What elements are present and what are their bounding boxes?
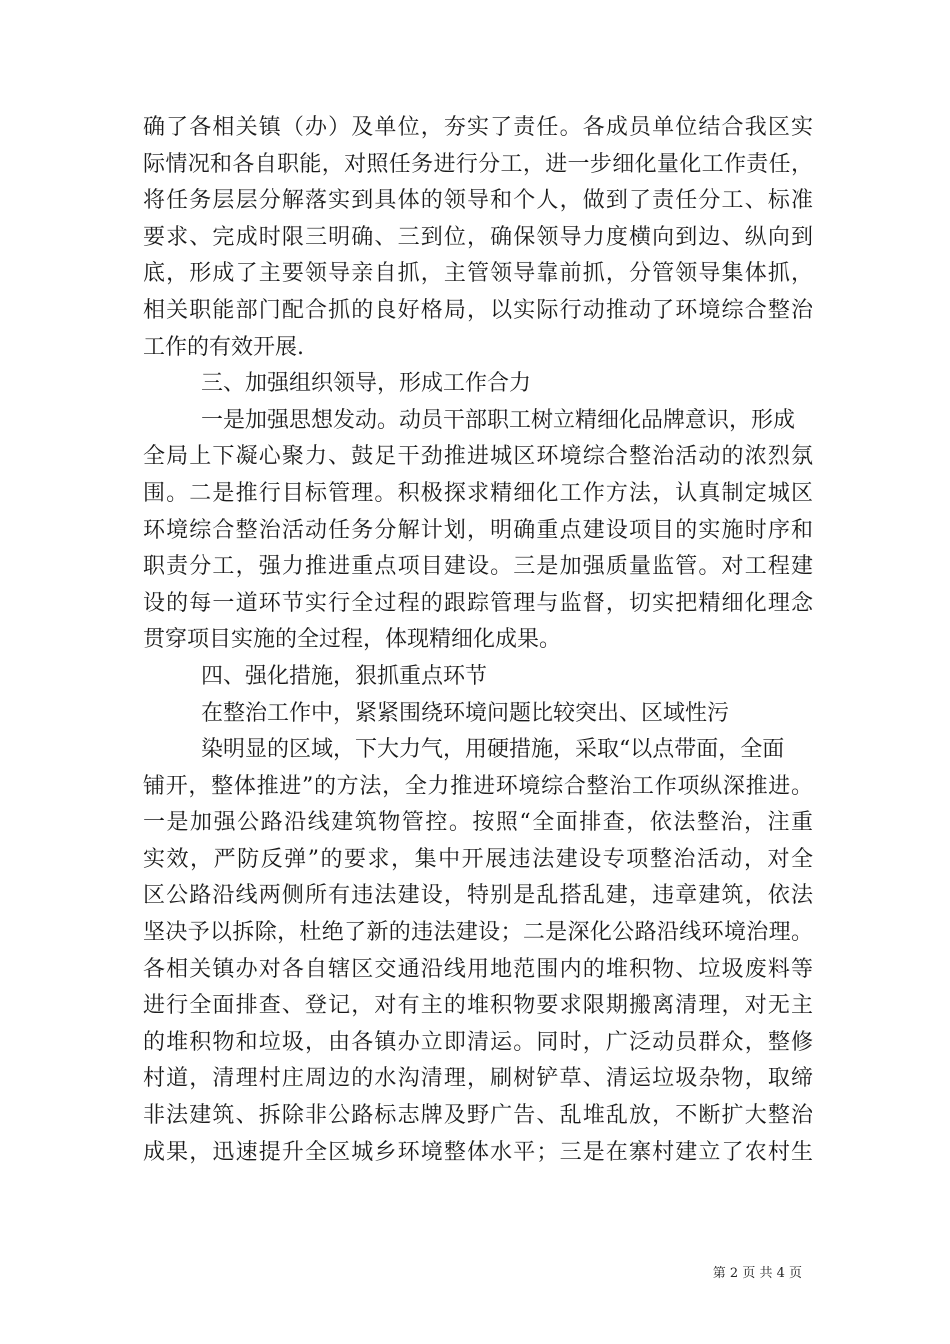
text-line: 一是加强公路沿线建筑物管控。按照“全面排查，依法整治，注重 [143, 810, 813, 836]
text-line: 职责分工，强力推进重点项目建设。三是加强质量监管。对工程建 [143, 554, 813, 580]
text-line: 铺开，整体推进”的方法，全力推进环境综合整治工作项纵深推进。 [143, 773, 813, 799]
text-line: 际情况和各自职能，对照任务进行分工，进一步细化量化工作责任， [143, 151, 813, 177]
text-line: 底，形成了主要领导亲自抓，主管领导靠前抓，分管领导集体抓， [143, 261, 813, 287]
text-line: 要求、完成时限三明确、三到位，确保领导力度横向到边、纵向到 [143, 224, 813, 250]
text-line: 贯穿项目实施的全过程，体现精细化成果。 [143, 627, 562, 653]
text-line: 非法建筑、拆除非公路标志牌及野广告、乱堆乱放，不断扩大整治 [143, 1103, 813, 1129]
text-line: 坚决予以拆除，杜绝了新的违法建设；二是深化公路沿线环境治理。 [143, 920, 813, 946]
section-heading-4: 四、强化措施，狠抓重点环节 [201, 663, 488, 689]
page-number-footer: 第 2 页 共 4 页 [712, 1266, 802, 1281]
text-line: 区公路沿线两侧所有违法建设，特别是乱搭乱建，违章建筑，依法 [143, 883, 813, 909]
text-line: 在整治工作中，紧紧围绕环境问题比较突出、区域性污 [201, 700, 730, 726]
text-line: 一是加强思想发动。动员干部职工树立精细化品牌意识，形成 [201, 407, 796, 433]
text-line: 确了各相关镇（办）及单位，夯实了责任。各成员单位结合我区实 [143, 115, 813, 140]
text-line: 环境综合整治活动任务分解计划，明确重点建设项目的实施时序和 [143, 517, 813, 543]
text-line: 围。二是推行目标管理。积极探求精细化工作方法，认真制定城区 [143, 480, 813, 506]
text-line: 进行全面排查、登记，对有主的堆积物要求限期搬离清理，对无主 [143, 993, 813, 1019]
section-heading-3: 三、加强组织领导，形成工作合力 [201, 371, 532, 397]
text-line: 的堆积物和垃圾，由各镇办立即清运。同时，广泛动员群众，整修 [143, 1029, 813, 1055]
text-line: 将任务层层分解落实到具体的领导和个人，做到了责任分工、标准 [143, 188, 813, 214]
text-line: 工作的有效开展. [143, 334, 304, 360]
text-line: 全局上下凝心聚力、鼓足干劲推进城区环境综合整治活动的浓烈氛 [143, 444, 813, 470]
text-line: 各相关镇办对各自辖区交通沿线用地范围内的堆积物、垃圾废料等 [143, 956, 813, 982]
text-line: 村道，清理村庄周边的水沟清理，刷树铲草、清运垃圾杂物，取缔 [143, 1066, 813, 1092]
text-line: 实效，严防反弹”的要求，集中开展违法建设专项整治活动，对全 [143, 846, 813, 872]
body-text [143, 110, 813, 1171]
text-line: 成果，迅速提升全区城乡环境整体水平；三是在寨村建立了农村生 [143, 1139, 813, 1165]
text-line: 染明显的区域，下大力气，用硬措施，采取“以点带面，全面 [201, 737, 785, 763]
text-line: 相关职能部门配合抓的良好格局，以实际行动推动了环境综合整治 [143, 297, 813, 323]
text-line: 设的每一道环节实行全过程的跟踪管理与监督，切实把精细化理念 [143, 590, 813, 616]
